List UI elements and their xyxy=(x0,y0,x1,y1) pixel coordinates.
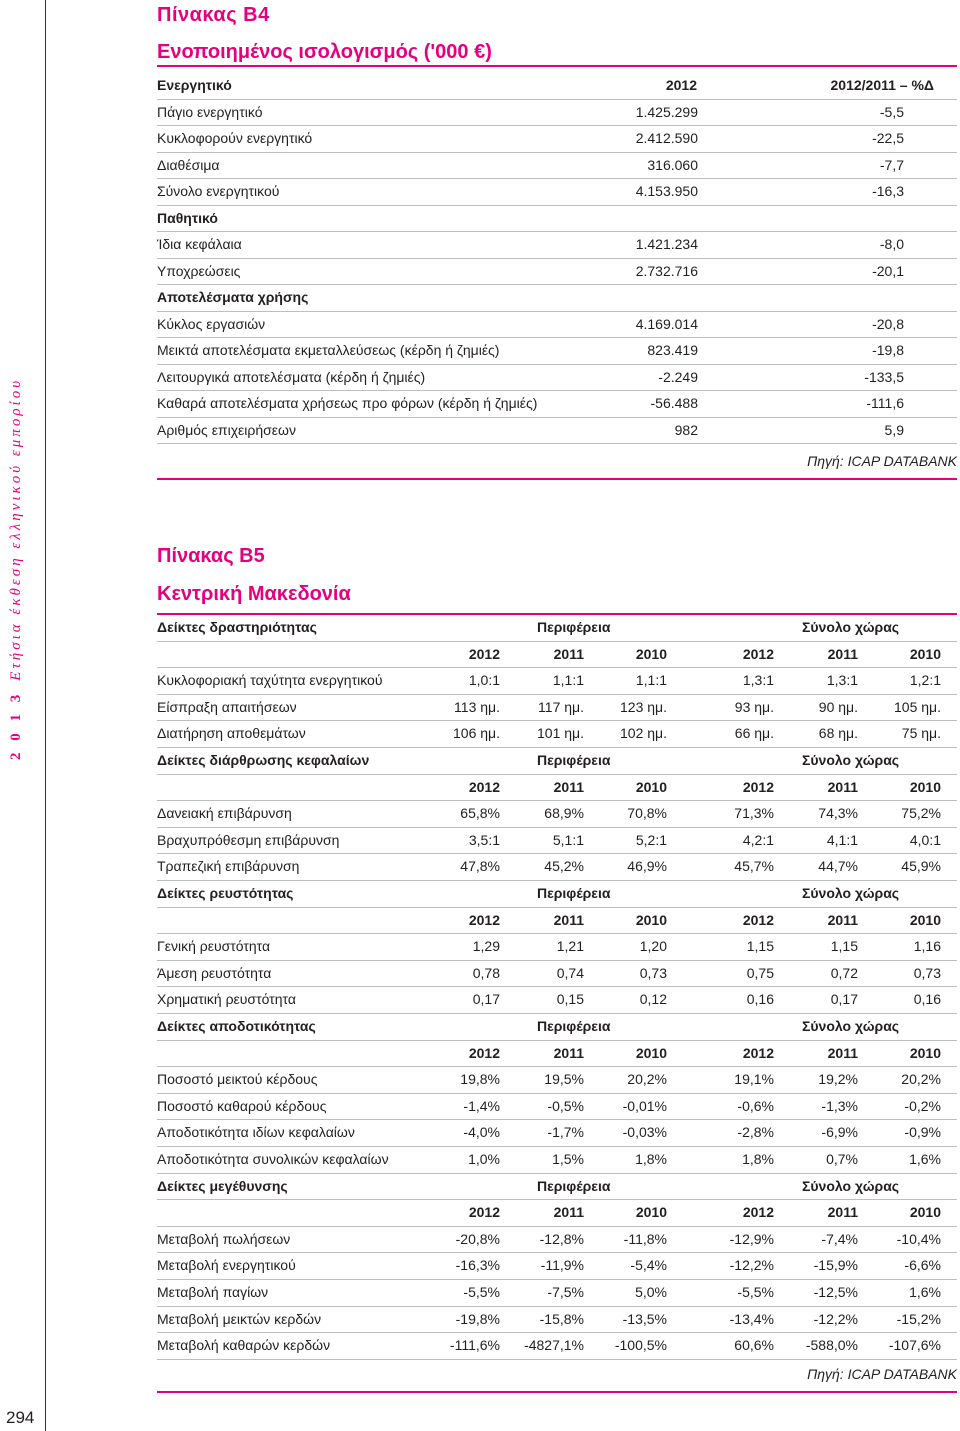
value-cell: -4,0% xyxy=(463,1124,500,1141)
value-cell: -1,7% xyxy=(547,1124,584,1141)
row-label: Μεταβολή μεικτών κερδών xyxy=(157,1310,322,1327)
value-cell: 0,15 xyxy=(556,991,584,1008)
row-label: Μεικτά αποτελέσματα εκμεταλλεύσεως (κέρδη ή ζημιές) xyxy=(157,342,500,358)
header-cell: Ενεργητικό xyxy=(157,77,232,93)
value-cell: -15,9% xyxy=(813,1257,858,1274)
sidebar-publication: Ετήσια έκθεση ελληνικού εμπορίου xyxy=(8,377,24,681)
row-divider xyxy=(157,1359,957,1360)
row-label: Βραχυπρόθεσμη επιβάρυνση xyxy=(157,831,340,848)
row-label: Ποσοστό μεικτού κέρδους xyxy=(157,1071,318,1088)
value-cell: 1,20 xyxy=(639,938,667,955)
group-region: Περιφέρεια xyxy=(537,1018,611,1034)
year-cell: 2010 xyxy=(909,778,941,795)
table-row xyxy=(157,364,957,390)
year-cell: 2010 xyxy=(909,1204,941,1221)
group-country: Σύνολο χώρας xyxy=(802,1018,900,1034)
value-cell: 20,2% xyxy=(627,1071,667,1088)
table-row xyxy=(157,933,957,959)
value-change: -20,8 xyxy=(872,315,904,332)
value-cell: -0,5% xyxy=(547,1097,584,1114)
table-row xyxy=(157,667,957,693)
section-row xyxy=(157,284,957,310)
row-label: Πάγιο ενεργητικό xyxy=(157,103,263,120)
year-cell: 2012 xyxy=(742,645,774,662)
table-row xyxy=(157,417,957,443)
value-cell: 1,29 xyxy=(472,938,500,955)
section-title: Δείκτες ρευστότητας xyxy=(157,885,294,901)
value-cell: 0,16 xyxy=(746,991,774,1008)
value-cell: 44,7% xyxy=(818,858,858,875)
year-cell: 2010 xyxy=(635,911,667,928)
value-2012: 316.060 xyxy=(647,156,698,173)
value-2012: 1.425.299 xyxy=(635,103,698,120)
row-label: Κυκλοφοριακή ταχύτητα ενεργητικού xyxy=(157,672,383,689)
section-row xyxy=(157,205,957,231)
table-b4-source: Πηγή: ICAP DATABANK xyxy=(807,453,957,469)
value-cell: 66 ημ. xyxy=(734,725,774,742)
row-label: Γενική ρευστότητα xyxy=(157,938,271,955)
value-cell: 1,3:1 xyxy=(742,672,774,689)
value-change: -8,0 xyxy=(879,236,904,252)
value-cell: -11,9% xyxy=(540,1257,584,1274)
row-label: Τραπεζική επιβάρυνση xyxy=(157,858,300,875)
value-cell: 105 ημ. xyxy=(894,698,941,715)
value-cell: 60,6% xyxy=(734,1337,774,1354)
table-row xyxy=(157,311,957,337)
year-cell: 2012 xyxy=(468,778,500,795)
row-label: Σύνολο ενεργητικού xyxy=(157,183,280,199)
table-row xyxy=(157,1093,957,1119)
value-cell: 0,7% xyxy=(826,1151,858,1167)
value-cell: 4,0:1 xyxy=(909,831,941,848)
group-country: Σύνολο χώρας xyxy=(802,1177,900,1194)
table-row xyxy=(157,1332,957,1358)
table-row xyxy=(157,694,957,720)
value-cell: 1,6% xyxy=(909,1151,941,1167)
value-cell: 1,0% xyxy=(468,1151,500,1167)
value-change: -16,3 xyxy=(872,183,904,199)
value-cell: -0,2% xyxy=(904,1097,941,1114)
year-cell: 2012 xyxy=(742,1204,774,1221)
value-cell: 68 ημ. xyxy=(818,725,858,742)
value-cell: 1,5% xyxy=(552,1151,584,1167)
value-cell: 45,2% xyxy=(544,858,584,875)
value-cell: -2,8% xyxy=(737,1124,774,1141)
value-2012: 4.169.014 xyxy=(635,315,698,332)
row-label: Ίδια κεφάλαια xyxy=(157,236,242,252)
value-cell: 93 ημ. xyxy=(734,698,774,715)
value-cell: -20,8% xyxy=(455,1230,500,1247)
value-cell: 1,15 xyxy=(830,938,858,955)
value-cell: -13,5% xyxy=(622,1310,667,1327)
year-cell: 2011 xyxy=(553,911,584,928)
value-2012: 4.153.950 xyxy=(635,183,698,199)
sidebar xyxy=(0,0,50,1431)
table-row xyxy=(157,337,957,363)
table-b5-source: Πηγή: ICAP DATABANK xyxy=(807,1366,957,1382)
value-cell: 123 ημ. xyxy=(620,698,667,715)
row-label: Παθητικό xyxy=(157,209,218,226)
value-cell: -13,4% xyxy=(729,1310,774,1327)
value-cell: -12,5% xyxy=(813,1284,858,1300)
group-country: Σύνολο χώρας xyxy=(802,619,900,635)
table-row xyxy=(157,1119,957,1145)
table-row xyxy=(157,1226,957,1252)
value-cell: -11,8% xyxy=(623,1230,667,1247)
row-label: Διατήρηση αποθεμάτων xyxy=(157,725,306,742)
section-header-row xyxy=(157,747,957,773)
group-country: Σύνολο χώρας xyxy=(802,752,900,768)
group-region: Περιφέρεια xyxy=(537,885,611,901)
year-cell: 2011 xyxy=(553,1044,584,1061)
section-header-row xyxy=(157,614,957,640)
value-cell: -15,2% xyxy=(896,1310,941,1327)
value-cell: 75 ημ. xyxy=(901,725,941,742)
table-row xyxy=(157,960,957,986)
table-row xyxy=(157,178,957,204)
section-title: Δείκτες δραστηριότητας xyxy=(157,619,317,635)
table-row xyxy=(157,390,957,416)
value-cell: 3,5:1 xyxy=(468,831,500,848)
year-cell: 2012 xyxy=(468,1204,500,1221)
value-cell: 70,8% xyxy=(627,805,667,822)
year-cell: 2011 xyxy=(553,645,584,662)
value-cell: -16,3% xyxy=(455,1257,500,1274)
row-label: Μεταβολή πωλήσεων xyxy=(157,1230,291,1247)
table-b4-header-row xyxy=(157,72,957,98)
value-cell: 68,9% xyxy=(544,805,584,822)
value-cell: -588,0% xyxy=(805,1337,858,1354)
year-cell: 2011 xyxy=(827,778,858,795)
value-cell: -5,5% xyxy=(463,1284,500,1300)
value-cell: 1,8% xyxy=(742,1151,774,1167)
value-2012: 2.732.716 xyxy=(635,262,698,279)
value-cell: -12,2% xyxy=(729,1257,774,1274)
value-cell: 0,17 xyxy=(830,991,858,1008)
value-cell: 47,8% xyxy=(460,858,500,875)
value-2012: -56.488 xyxy=(650,395,698,411)
group-region: Περιφέρεια xyxy=(537,619,611,635)
value-cell: -107,6% xyxy=(888,1337,941,1354)
value-cell: 5,0% xyxy=(635,1284,667,1300)
value-cell: 1,1:1 xyxy=(635,672,667,689)
value-cell: 0,75 xyxy=(746,964,774,981)
value-cell: 19,5% xyxy=(544,1071,584,1088)
year-cell: 2011 xyxy=(827,645,858,662)
table-row xyxy=(157,1279,957,1305)
value-cell: 45,9% xyxy=(901,858,941,875)
row-label: Κυκλοφορούν ενεργητικό xyxy=(157,130,313,146)
value-cell: 0,78 xyxy=(472,964,500,981)
value-change: -19,8 xyxy=(872,342,904,358)
value-cell: -0,6% xyxy=(737,1097,774,1114)
value-cell: -6,9% xyxy=(821,1124,858,1141)
row-label: Μεταβολή καθαρών κερδών xyxy=(157,1337,331,1354)
row-label: Άμεση ρευστότητα xyxy=(157,964,272,981)
value-cell: 19,2% xyxy=(818,1071,858,1088)
value-cell: 90 ημ. xyxy=(818,698,858,715)
value-2012: -2.249 xyxy=(658,368,698,385)
value-cell: 5,1:1 xyxy=(552,831,584,848)
table-row xyxy=(157,827,957,853)
years-row xyxy=(157,641,957,667)
year-cell: 2010 xyxy=(909,911,941,928)
year-cell: 2012 xyxy=(742,1044,774,1061)
year-cell: 2011 xyxy=(553,778,584,795)
table-b5-heading: Κεντρική Μακεδονία xyxy=(157,583,351,605)
row-label: Μεταβολή παγίων xyxy=(157,1284,269,1300)
value-2012: 982 xyxy=(674,421,698,438)
section-header-row xyxy=(157,1013,957,1039)
value-cell: -1,4% xyxy=(463,1097,500,1114)
year-cell: 2010 xyxy=(635,645,667,662)
value-cell: 0,12 xyxy=(639,991,667,1008)
value-cell: 0,74 xyxy=(556,964,584,981)
table-b4-heading: Ενοποιημένος ισολογισμός ('000 €) xyxy=(157,41,492,63)
table-row xyxy=(157,853,957,879)
row-label: Διαθέσιμα xyxy=(157,156,220,173)
value-change: 5,9 xyxy=(884,421,904,438)
value-cell: 4,2:1 xyxy=(742,831,774,848)
value-cell: 46,9% xyxy=(627,858,667,875)
years-row xyxy=(157,1040,957,1066)
value-cell: 0,73 xyxy=(639,964,667,981)
years-row xyxy=(157,1199,957,1225)
value-cell: -5,4% xyxy=(630,1257,667,1274)
row-label: Μεταβολή ενεργητικού xyxy=(157,1257,296,1274)
value-cell: 1,2:1 xyxy=(909,672,941,689)
row-label: Κύκλος εργασιών xyxy=(157,315,266,332)
value-cell: -6,6% xyxy=(904,1257,941,1274)
year-cell: 2012 xyxy=(468,1044,500,1061)
value-cell: 1,8% xyxy=(635,1151,667,1167)
value-change: -111,6 xyxy=(866,395,904,411)
value-cell: -7,4% xyxy=(821,1230,858,1247)
row-label: Αποτελέσματα χρήσης xyxy=(157,289,309,305)
value-change: -7,7 xyxy=(879,156,904,173)
value-cell: -111,6% xyxy=(449,1337,500,1354)
table-b5-bottom-rule xyxy=(157,1391,957,1393)
value-cell: 0,72 xyxy=(830,964,858,981)
row-label: Υποχρεώσεις xyxy=(157,262,241,279)
year-cell: 2012 xyxy=(468,911,500,928)
value-cell: -0,01% xyxy=(622,1097,667,1114)
section-header-row xyxy=(157,880,957,906)
value-cell: 1,16 xyxy=(913,938,941,955)
group-region: Περιφέρεια xyxy=(537,752,611,768)
value-2012: 2.412.590 xyxy=(635,130,698,146)
value-cell: -12,8% xyxy=(539,1230,584,1247)
value-cell: -100,5% xyxy=(614,1337,667,1354)
value-cell: 19,1% xyxy=(734,1071,774,1088)
year-cell: 2011 xyxy=(827,911,858,928)
value-cell: 113 ημ. xyxy=(454,698,500,715)
row-label: Καθαρά αποτελέσματα χρήσεως προ φόρων (κέρδη ή ζημιές) xyxy=(157,395,538,411)
section-title: Δείκτες αποδοτικότητας xyxy=(157,1018,316,1034)
value-cell: 74,3% xyxy=(818,805,858,822)
value-cell: -15,8% xyxy=(539,1310,584,1327)
row-label: Αποδοτικότητα συνολικών κεφαλαίων xyxy=(157,1151,389,1167)
year-cell: 2010 xyxy=(635,778,667,795)
years-row xyxy=(157,907,957,933)
page-number: 294 xyxy=(6,1408,35,1427)
year-cell: 2010 xyxy=(909,645,941,662)
value-cell: 1,0:1 xyxy=(468,672,500,689)
table-row xyxy=(157,800,957,826)
year-cell: 2010 xyxy=(909,1044,941,1061)
value-cell: -7,5% xyxy=(547,1284,584,1300)
sidebar-title xyxy=(8,378,25,760)
value-cell: 4,1:1 xyxy=(826,831,858,848)
value-cell: 71,3% xyxy=(734,805,774,822)
value-change: -20,1 xyxy=(872,262,904,279)
value-cell: 1,3:1 xyxy=(826,672,858,689)
value-cell: 65,8% xyxy=(460,805,500,822)
value-cell: 1,1:1 xyxy=(552,672,584,689)
table-b5-label: Πίνακας Β5 xyxy=(157,545,265,567)
year-cell: 2010 xyxy=(635,1204,667,1221)
value-cell: 117 ημ. xyxy=(538,698,584,715)
value-cell: 1,21 xyxy=(556,938,584,955)
table-row xyxy=(157,1146,957,1172)
value-cell: -12,9% xyxy=(729,1230,774,1247)
value-cell: 0,17 xyxy=(472,991,500,1008)
value-change: -133,5 xyxy=(864,368,904,385)
value-change: -22,5 xyxy=(872,130,904,146)
row-label: Λειτουργικά αποτελέσματα (κέρδη ή ζημιές) xyxy=(157,368,426,385)
year-cell: 2011 xyxy=(827,1044,858,1061)
year-cell: 2010 xyxy=(635,1044,667,1061)
value-cell: 106 ημ. xyxy=(453,725,500,742)
table-row xyxy=(157,1306,957,1332)
row-label: Αριθμός επιχειρήσεων xyxy=(157,421,296,438)
year-cell: 2012 xyxy=(468,645,500,662)
table-row xyxy=(157,231,957,257)
year-cell: 2012 xyxy=(742,778,774,795)
table-row xyxy=(157,152,957,178)
section-header-row xyxy=(157,1173,957,1199)
row-label: Δανειακή επιβάρυνση xyxy=(157,805,292,822)
year-cell: 2011 xyxy=(827,1204,858,1221)
sidebar-divider xyxy=(45,0,46,1431)
value-cell: 0,16 xyxy=(913,991,941,1008)
sidebar-year: 2 0 1 3 xyxy=(8,690,24,760)
value-cell: -4827,1% xyxy=(524,1337,584,1354)
row-label: Ποσοστό καθαρού κέρδους xyxy=(157,1097,327,1114)
value-cell: 102 ημ. xyxy=(620,725,667,742)
value-cell: -5,5% xyxy=(737,1284,774,1300)
table-row xyxy=(157,986,957,1012)
table-row xyxy=(157,1066,957,1092)
row-label: Είσπραξη απαιτήσεων xyxy=(157,698,297,715)
row-label: Αποδοτικότητα ιδίων κεφαλαίων xyxy=(157,1124,355,1141)
value-cell: 75,2% xyxy=(901,805,941,822)
value-cell: -10,4% xyxy=(896,1230,941,1247)
value-cell: 101 ημ. xyxy=(537,725,584,742)
value-cell: 5,2:1 xyxy=(635,831,667,848)
row-divider xyxy=(157,443,957,444)
year-cell: 2012 xyxy=(742,911,774,928)
table-row xyxy=(157,125,957,151)
value-cell: -12,2% xyxy=(813,1310,858,1327)
header-cell: 2012/2011 – %Δ xyxy=(830,77,934,93)
years-row xyxy=(157,774,957,800)
value-change: -5,5 xyxy=(879,103,904,120)
value-2012: 823.419 xyxy=(647,342,698,358)
group-region: Περιφέρεια xyxy=(537,1177,611,1194)
value-cell: -0,03% xyxy=(622,1124,667,1141)
value-cell: -1,3% xyxy=(821,1097,858,1114)
value-cell: -19,8% xyxy=(455,1310,500,1327)
value-cell: 45,7% xyxy=(734,858,774,875)
header-cell: 2012 xyxy=(665,77,697,93)
section-title: Δείκτες διάρθρωσης κεφαλαίων xyxy=(157,752,370,768)
value-2012: 1.421.234 xyxy=(635,236,698,252)
section-title: Δείκτες μεγέθυνσης xyxy=(157,1177,288,1194)
value-cell: 20,2% xyxy=(901,1071,941,1088)
group-country: Σύνολο χώρας xyxy=(802,885,900,901)
value-cell: 19,8% xyxy=(460,1071,500,1088)
table-row xyxy=(157,258,957,284)
row-label: Χρηματική ρευστότητα xyxy=(157,991,296,1008)
table-b4-bottom-rule xyxy=(157,478,957,480)
table-b4-top-rule xyxy=(157,65,957,67)
value-cell: -0,9% xyxy=(904,1124,941,1141)
value-cell: 0,73 xyxy=(913,964,941,981)
table-row xyxy=(157,1252,957,1278)
value-cell: 1,15 xyxy=(746,938,774,955)
table-row xyxy=(157,99,957,125)
year-cell: 2011 xyxy=(553,1204,584,1221)
value-cell: 1,6% xyxy=(909,1284,941,1300)
table-row xyxy=(157,720,957,746)
table-b4-label: Πίνακας Β4 xyxy=(157,4,270,26)
